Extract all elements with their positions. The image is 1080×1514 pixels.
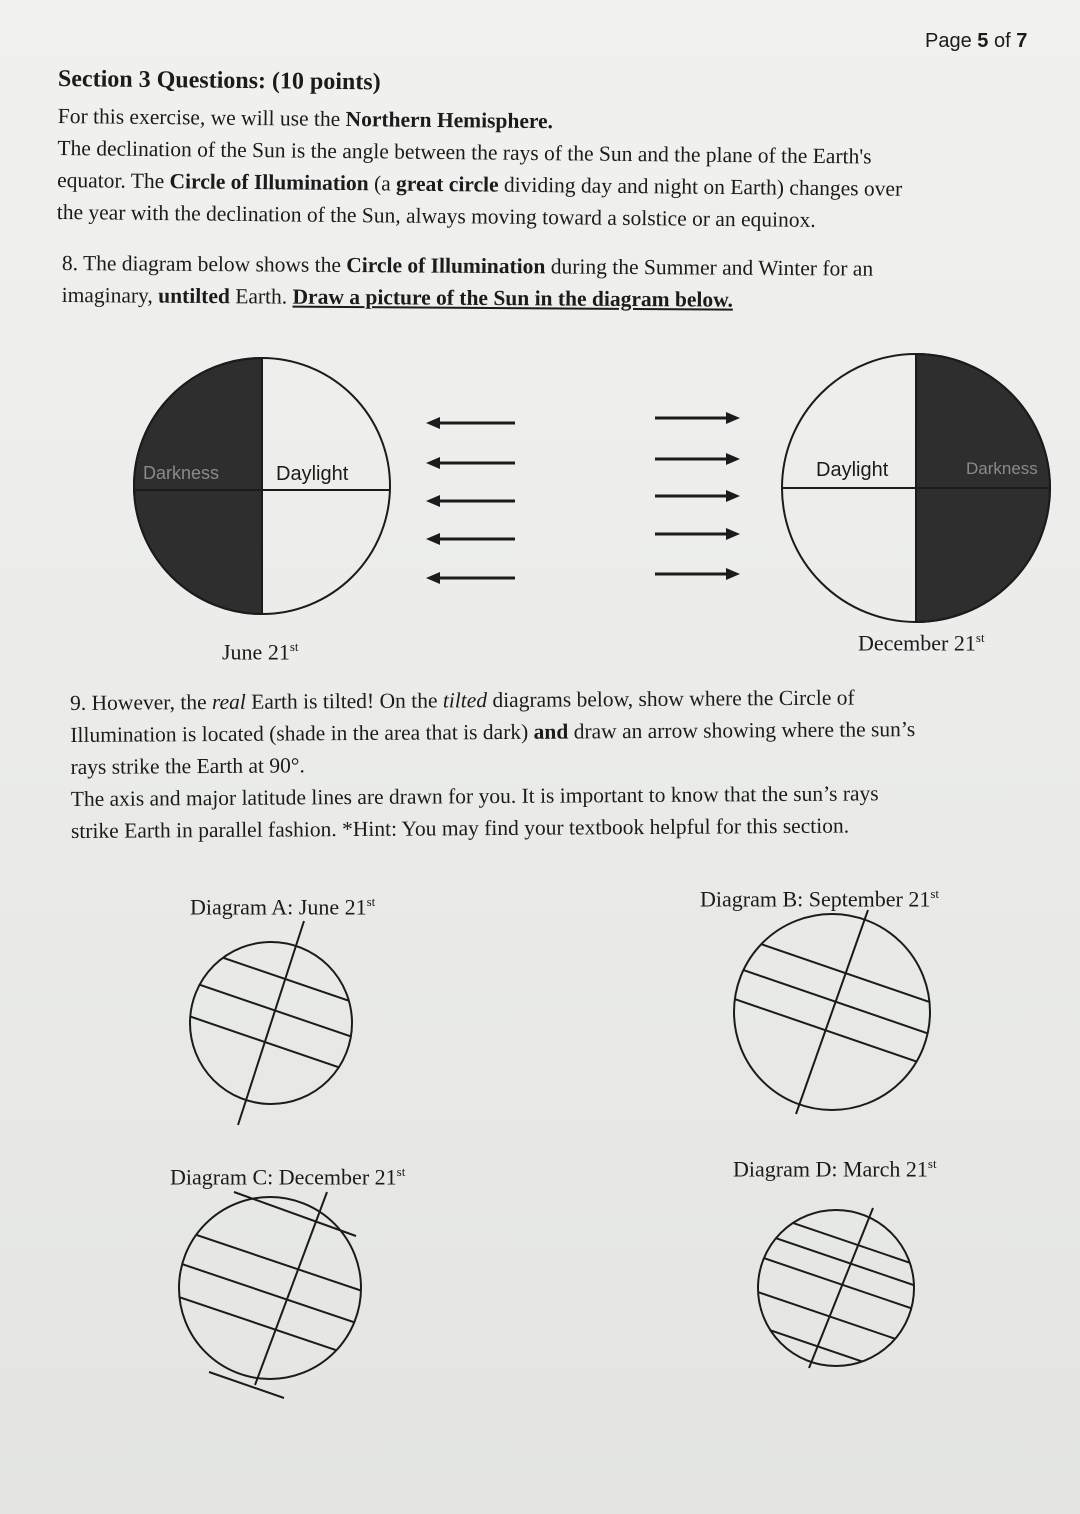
diagram-c-label: Diagram C: December 21st [170, 1164, 406, 1190]
diagram-d-label: Diagram D: March 21st [733, 1156, 937, 1182]
december-daylight-label: Daylight [816, 459, 889, 481]
diagram-c-tilted-earth [170, 1192, 380, 1430]
december-darkness-label: Darkness [966, 459, 1038, 478]
right-sunray-arrows [655, 412, 740, 580]
june-darkness-half [134, 358, 262, 614]
june-earth-diagram [134, 358, 390, 614]
intro-paragraph: For this exercise, we will use the Northern Hemisphere. The declination of the Sun is the angle between the rays of the Sun and the plane of the Earth's equator. The Circle of Illumination (a great circle dividing day and night on Earth) changes over the year with the declination of the Sun, always moving toward a solstice or an equinox. [56, 103, 903, 232]
june-date-label: June 21st [222, 639, 299, 665]
section-heading: Section 3 Questions: (10 points) [57, 66, 381, 96]
left-sunray-arrows [426, 417, 515, 584]
page-number: Page 5 of 7 [925, 30, 1028, 52]
question-8: 8. The diagram below shows the Circle of Illumination during the Summer and Winter for an imaginary, untilted Earth. Draw a picture of the Sun in the diagram below. [61, 250, 874, 312]
diagram-d-tilted-earth [740, 1205, 940, 1388]
december-earth-diagram [782, 354, 1050, 622]
diagram-b-label: Diagram B: September 21st [700, 886, 940, 912]
diagram-a-label: Diagram A: June 21st [190, 894, 376, 920]
december-date-label: December 21st [858, 630, 985, 656]
june-daylight-label: Daylight [276, 463, 349, 485]
june-darkness-label: Darkness [143, 463, 220, 483]
diagram-a-tilted-earth [180, 921, 370, 1125]
question-9: 9. However, the real Earth is tilted! On the tilted diagrams below, show where the Circle of Illumination is located (shade in the area that is dark) and draw an arrow showing where the sun’s rays strike the Earth at 90°. The axis and major latitude lines are drawn for you. It is important to know that the sun’s rays strike Earth in parallel fashion. *Hint: You may find your textbook helpful for this section. [70, 685, 916, 843]
diagram-b-tilted-earth [720, 910, 950, 1114]
